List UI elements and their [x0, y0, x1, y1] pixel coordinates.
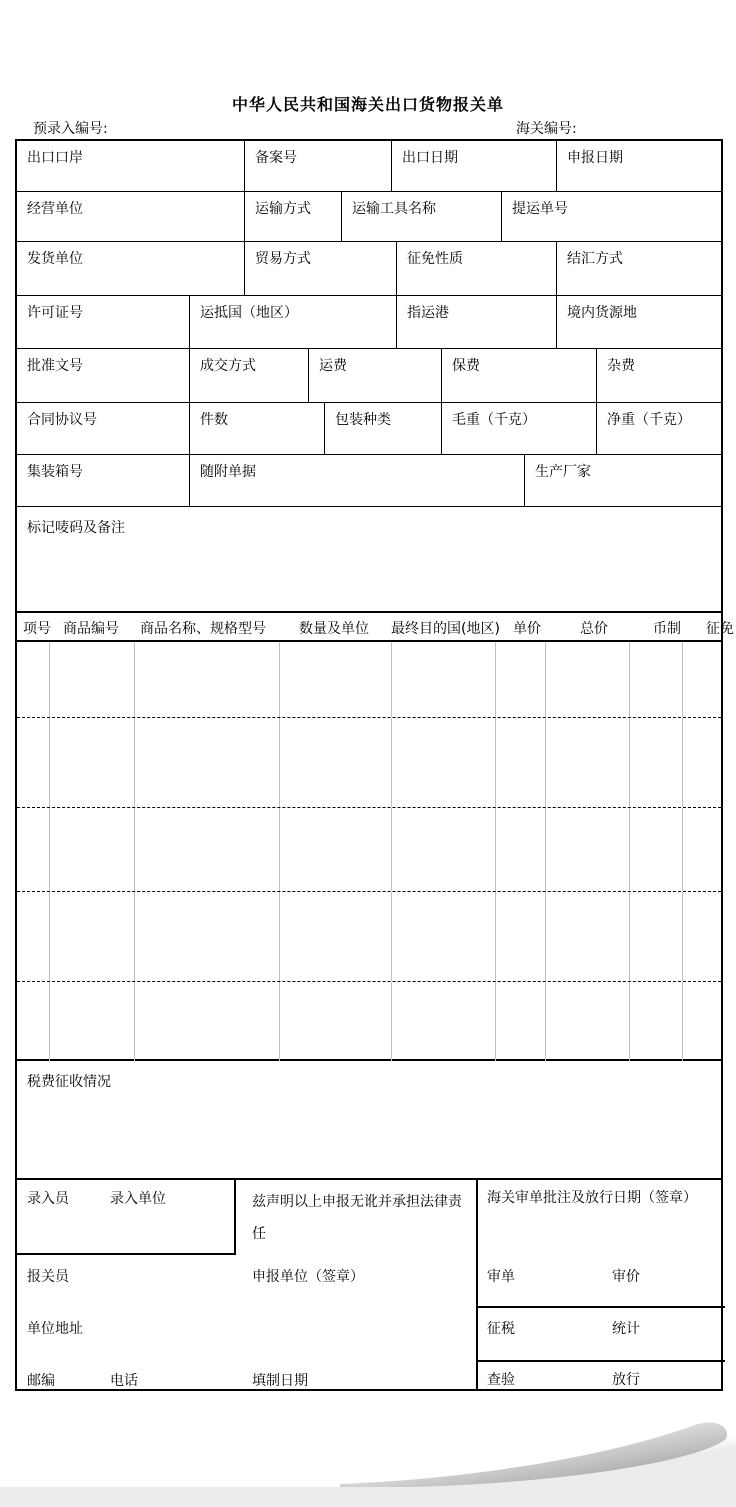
goods-table-body [15, 642, 723, 1061]
field-net-weight: 净重（千克） [607, 412, 691, 428]
form-row-5 [15, 349, 723, 403]
goods-row [17, 808, 721, 892]
page-curl-decoration [340, 1400, 736, 1507]
field-gross-weight: 毛重（千克） [442, 403, 597, 454]
field-export-date: 出口日期 [392, 141, 557, 191]
release-label: 放行 [612, 1372, 640, 1388]
tax-section-label: 税费征收情况 [27, 1074, 111, 1090]
form-row-marks [15, 507, 723, 613]
goods-cell [135, 982, 280, 1061]
goods-row [17, 642, 721, 718]
goods-cell [50, 642, 135, 717]
col-unit-price: 单价 [513, 621, 541, 637]
field-container-no: 集装箱号 [17, 455, 190, 506]
goods-cell [135, 718, 280, 807]
form-row-3 [15, 242, 723, 296]
statistics-label: 统计 [612, 1321, 640, 1337]
goods-table-header [15, 613, 734, 642]
goods-cell [17, 718, 50, 807]
customs-no-label: 海关编号: [516, 121, 577, 137]
field-export-port: 出口口岸 [17, 141, 245, 191]
goods-cell [546, 892, 630, 981]
field-destination-country: 运抵国（地区） [190, 296, 397, 348]
postcode-label: 邮编 [27, 1373, 55, 1389]
field-contract-no: 合同协议号 [17, 403, 190, 454]
col-commodity-code: 商品编号 [63, 621, 119, 637]
field-package-type: 包装种类 [325, 403, 442, 454]
goods-cell [392, 642, 496, 717]
col-item-no: 项号 [23, 621, 51, 637]
phone-label: 电话 [110, 1373, 138, 1389]
goods-cell [135, 642, 280, 717]
goods-row [17, 718, 721, 808]
goods-cell [630, 718, 683, 807]
goods-cell [496, 642, 546, 717]
pre-entry-no-label: 预录入编号: [33, 121, 108, 137]
field-packages-count: 件数 [190, 403, 325, 454]
price-review-label: 审价 [612, 1269, 640, 1285]
goods-cell [280, 808, 392, 891]
form-row-7 [15, 455, 723, 507]
fill-date-label: 填制日期 [252, 1373, 308, 1389]
field-trade-mode: 贸易方式 [245, 242, 397, 295]
goods-cell [135, 808, 280, 891]
form-row-1 [15, 139, 723, 192]
field-bill-no: 提运单号 [512, 201, 568, 217]
field-freight: 运费 [309, 349, 442, 402]
field-misc-fees: 杂费 [607, 358, 635, 374]
goods-cell [50, 982, 135, 1061]
field-transport-mode: 运输方式 [245, 192, 342, 241]
field-record-no: 备案号 [245, 141, 392, 191]
goods-cell [546, 642, 630, 717]
goods-cell [683, 642, 721, 717]
declaration-form [15, 139, 734, 1391]
form-row-6 [15, 403, 723, 455]
goods-cell [392, 718, 496, 807]
inspection-label: 查验 [487, 1372, 515, 1388]
taxation-label: 征税 [487, 1321, 515, 1337]
field-license-no: 许可证号 [17, 296, 190, 348]
goods-cell [630, 808, 683, 891]
form-row-4 [15, 296, 723, 349]
goods-cell [17, 892, 50, 981]
goods-cell [50, 718, 135, 807]
customs-endorsement-label: 海关审单批注及放行日期（签章） [487, 1190, 697, 1206]
goods-cell [630, 982, 683, 1061]
goods-cell [392, 892, 496, 981]
field-transaction-mode: 成交方式 [190, 349, 309, 402]
goods-cell [17, 808, 50, 891]
goods-cell [683, 892, 721, 981]
goods-cell [546, 718, 630, 807]
field-shipper-unit: 发货单位 [17, 242, 245, 295]
goods-cell [496, 718, 546, 807]
customs-broker-label: 报关员 [27, 1269, 69, 1285]
doc-review-label: 审单 [487, 1269, 515, 1285]
col-quantity-unit: 数量及单位 [299, 621, 369, 637]
goods-cell [683, 808, 721, 891]
goods-row [17, 982, 721, 1061]
col-commodity-name-spec: 商品名称、规格型号 [140, 621, 266, 637]
field-destination-port: 指运港 [397, 296, 557, 348]
field-attached-documents: 随附单据 [190, 455, 525, 506]
col-total-price: 总价 [580, 621, 608, 637]
goods-cell [630, 642, 683, 717]
goods-cell [630, 892, 683, 981]
goods-cell [683, 718, 721, 807]
goods-cell [496, 808, 546, 891]
goods-cell [280, 982, 392, 1061]
field-domestic-source: 境内货源地 [567, 305, 637, 321]
goods-row [17, 892, 721, 982]
entry-clerk-label: 录入员 [27, 1191, 69, 1207]
field-approval-no: 批准文号 [17, 349, 190, 402]
goods-cell [135, 892, 280, 981]
form-title: 中华人民共和国海关出口货物报关单 [231, 95, 504, 114]
declaration-statement: 兹声明以上申报无讹并承担法律责任 [252, 1194, 462, 1242]
goods-cell [50, 892, 135, 981]
field-marks-remarks: 标记唛码及备注 [27, 520, 125, 536]
field-settlement-mode: 结汇方式 [567, 251, 623, 267]
col-currency: 币制 [653, 621, 681, 637]
customs-divider-1 [478, 1306, 725, 1308]
goods-cell [496, 892, 546, 981]
entry-unit-label: 录入单位 [110, 1191, 166, 1207]
field-declare-date: 申报日期 [567, 150, 623, 166]
unit-address-label: 单位地址 [27, 1321, 83, 1337]
goods-cell [546, 808, 630, 891]
goods-cell [280, 642, 392, 717]
goods-cell [392, 982, 496, 1061]
tax-section [15, 1061, 723, 1180]
field-exempt-nature: 征免性质 [397, 242, 557, 295]
footer-section [15, 1180, 723, 1391]
goods-cell [683, 982, 721, 1061]
field-manufacturer: 生产厂家 [535, 464, 591, 480]
goods-cell [280, 718, 392, 807]
declare-unit-seal-label: 申报单位（签章） [252, 1269, 364, 1285]
goods-cell [17, 642, 50, 717]
col-exemption: 征免 [706, 621, 734, 637]
customs-divider-2 [478, 1360, 725, 1362]
col-final-destination: 最终目的国(地区) [391, 621, 500, 637]
goods-cell [546, 982, 630, 1061]
goods-cell [17, 982, 50, 1061]
goods-cell [496, 982, 546, 1061]
field-insurance: 保费 [442, 349, 597, 402]
goods-cell [392, 808, 496, 891]
goods-cell [280, 892, 392, 981]
field-operator-unit: 经营单位 [17, 192, 245, 241]
form-row-2 [15, 192, 723, 242]
field-transport-name: 运输工具名称 [342, 192, 502, 241]
goods-cell [50, 808, 135, 891]
